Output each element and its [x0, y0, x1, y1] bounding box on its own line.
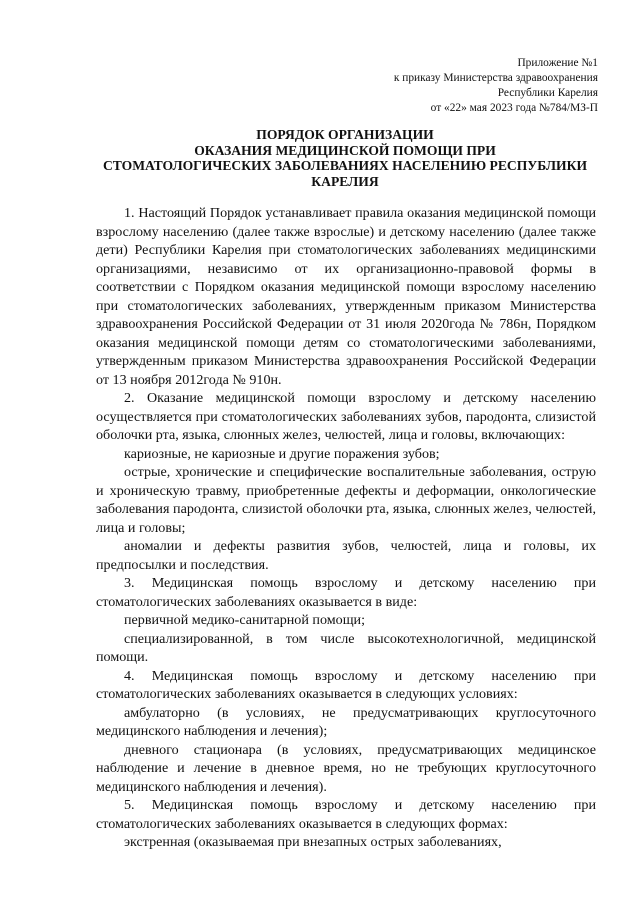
title-line: ПОРЯДОК ОРГАНИЗАЦИИ: [256, 127, 434, 142]
title-line: СТОМАТОЛОГИЧЕСКИХ ЗАБОЛЕВАНИЯХ НАСЕЛЕНИЮ РЕСПУБЛИКИ: [102, 158, 588, 174]
paragraph-1: 1. Настоящий Порядок устанавливает правила оказания медицинской помощи взрослому населению (далее также взрослые) и детскому населению (далее также дети) Республики Карелия при стоматологических заболеваниях медицинскими организациями, независимо от их организационно-правовой формы в соответствии с Порядком оказания медицинской помощи взрослому населению при стоматологических заболеваниях, утвержденным приказом Министерства здравоохранения Российской Федерации от 31 июля 2020года № 786н, Порядком оказания медицинской помощи детям со стоматологическими заболеваниями, утвержденным приказом Министерства здравоохранения Российской Федерации от 13 ноября 2012года № 910н.: [96, 205, 596, 388]
list-item: амбулаторно (в условиях, не предусматривающих круглосуточного медицинского наблюдения и лечения);: [96, 704, 596, 739]
appendix-line: к приказу Министерства здравоохранения: [393, 72, 598, 84]
list-item: экстренная (оказываемая при внезапных острых заболеваниях,: [124, 834, 502, 850]
list-item: первичной медико-санитарной помощи;: [124, 612, 366, 628]
paragraph-5: 5. Медицинская помощь взрослому и детскому населению при стоматологических заболеваниях оказывается в следующих формах:: [96, 797, 596, 832]
paragraph-2: 2. Оказание медицинской помощи взрослому и детскому населению осуществляется при стоматологических заболеваниях зубов, пародонта, слизистой оболочки рта, языка, слюнных желез, челюстей, лица и головы, включающих:: [96, 390, 596, 443]
paragraph-3: 3. Медицинская помощь взрослому и детскому населению при стоматологических заболеваниях оказывается в виде:: [96, 575, 596, 610]
appendix-line: Республики Карелия: [497, 87, 598, 99]
document-title: [90, 127, 600, 189]
appendix-line: от «22» мая 2023 года №784/МЗ-П: [430, 102, 598, 114]
list-item: дневного стационара (в условиях, предусматривающих медицинское наблюдение и лечение в дневное время, но не требующих круглосуточного медицинского наблюдения и лечения).: [96, 741, 596, 795]
list-item: аномалии и дефекты развития зубов, челюстей, лица и головы, их предпосылки и последствия.: [96, 538, 596, 573]
document-body: [96, 204, 596, 852]
appendix-line: Приложение №1: [517, 57, 598, 69]
appendix-note: [394, 56, 598, 116]
list-item: кариозные, не кариозные и другие поражения зубов;: [124, 445, 440, 462]
list-item: острые, хронические и специфические воспалительные заболевания, острую и хроническую травму, приобретенные дефекты и деформации, онкологические заболевания пародонта, слизистой оболочки рта, языка, слюнных желез, челюстей, лица и головы;: [96, 464, 596, 536]
paragraph-4: 4. Медицинская помощь взрослому и детскому населению при стоматологических заболеваниях оказывается в следующих условиях:: [96, 667, 596, 702]
title-line: КАРЕЛИЯ: [311, 173, 379, 189]
list-item: специализированной, в том числе высокотехнологичной, медицинской помощи.: [96, 630, 596, 665]
title-line: ОКАЗАНИЯ МЕДИЦИНСКОЙ ПОМОЩИ ПРИ: [194, 142, 496, 158]
